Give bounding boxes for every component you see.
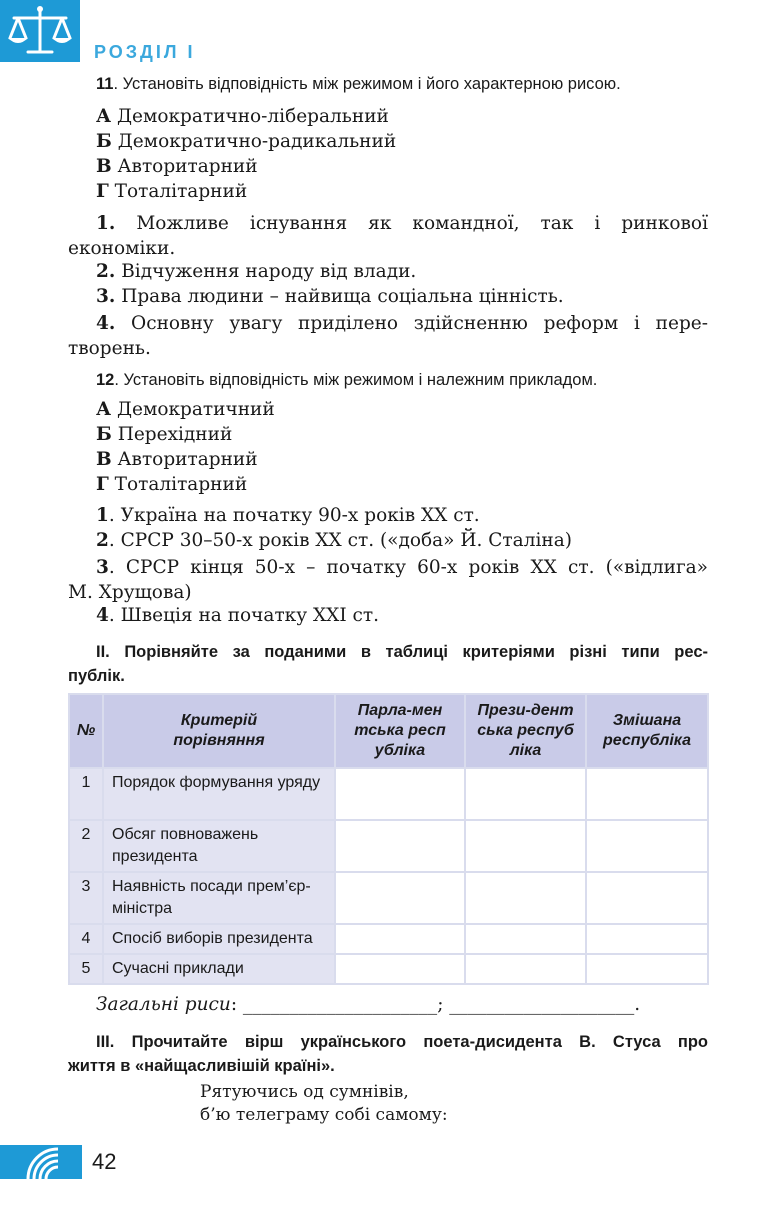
option-letter: В <box>96 449 112 470</box>
general-features-line <box>96 994 640 1015</box>
answer-text: . СРСР 30–50-х років XX ст. («доба» Й. Сталіна) <box>108 530 572 551</box>
page-badge <box>0 1145 82 1179</box>
cell-presidential[interactable] <box>465 954 586 984</box>
table-header-row <box>69 694 708 768</box>
answer-number: 1 <box>96 505 109 526</box>
option-letter: Б <box>96 131 112 152</box>
answer-number: 4. <box>96 313 116 334</box>
option-text: Демократично-ліберальний <box>111 106 389 127</box>
task-12-question <box>96 371 597 390</box>
cell-presidential[interactable] <box>465 924 586 954</box>
general-separator: ; <box>437 994 444 1015</box>
cell-mixed[interactable] <box>586 924 708 954</box>
cell-parliamentary[interactable] <box>335 872 465 924</box>
cell-presidential[interactable] <box>465 820 586 872</box>
option-letter: А <box>96 106 112 127</box>
cell-presidential[interactable] <box>465 872 586 924</box>
option-letter: В <box>96 156 112 177</box>
row-number: 5 <box>69 954 103 984</box>
option-text: Перехідний <box>111 424 233 445</box>
option-b <box>96 131 396 152</box>
row-number: 4 <box>69 924 103 954</box>
option-v <box>96 156 258 177</box>
option-v <box>96 449 258 470</box>
answer-text: Можливе існування як командної, так і ринкової <box>115 213 708 234</box>
answer-2 <box>96 261 416 282</box>
example-1 <box>96 505 480 526</box>
row-criterion: Наявність посади прем’єр-міністра <box>103 872 335 924</box>
general-label: Загальні риси <box>96 994 231 1015</box>
table-row <box>69 954 708 984</box>
poem-line: б’ю телеграму собі самому: <box>200 1105 448 1125</box>
page-number: 42 <box>92 1149 117 1174</box>
cell-mixed[interactable] <box>586 768 708 820</box>
cell-parliamentary[interactable] <box>335 924 465 954</box>
table-row <box>69 820 708 872</box>
task-2-line1: ІІ. Порівняйте за поданими в таблиці критеріями різні типи рес- <box>96 643 708 661</box>
option-text: Тоталітарний <box>108 474 248 495</box>
example-3 <box>68 555 708 605</box>
option-letter: Б <box>96 424 112 445</box>
answer-number: 3 <box>96 557 109 578</box>
task-3-line1: ІІІ. Прочитайте вірш українського поета-дисидента В. Стуса про <box>96 1033 708 1051</box>
cell-mixed[interactable] <box>586 872 708 924</box>
task-2-heading <box>68 640 708 688</box>
option-text: Авторитарний <box>111 156 258 177</box>
question-text: . Установіть відповідність між режимом і його характерною рисою. <box>113 75 621 93</box>
row-number: 2 <box>69 820 103 872</box>
header-criterion <box>103 694 335 768</box>
general-blank-2[interactable]: ____________________. <box>443 994 641 1015</box>
cell-parliamentary[interactable] <box>335 954 465 984</box>
answer-number: 1. <box>96 213 116 234</box>
task-3-heading <box>68 1030 708 1078</box>
header-presidential <box>465 694 586 768</box>
option-b <box>96 424 232 445</box>
row-criterion: Сучасні приклади <box>103 954 335 984</box>
cell-parliamentary[interactable] <box>335 820 465 872</box>
task-number: 11 <box>96 75 114 93</box>
option-text: Авторитарний <box>111 449 258 470</box>
task-3-line2: життя в «найщасливішій країні». <box>68 1057 335 1075</box>
poem-line: Рятуючись од сумнівів, <box>200 1082 409 1102</box>
answer-text: Права людини – найвища соціальна цінність. <box>115 286 564 307</box>
answer-continuation: економіки. <box>68 238 176 259</box>
cell-mixed[interactable] <box>586 954 708 984</box>
header-presidential-text: Прези-дентська республіка <box>477 702 574 759</box>
option-a <box>96 399 275 420</box>
answer-line <box>68 211 708 236</box>
section-corner-badge <box>0 0 80 62</box>
answer-text: . Швеція на початку XXI ст. <box>108 605 380 626</box>
answer-1 <box>68 211 708 261</box>
table-row <box>69 768 708 820</box>
answer-text: . СРСР кінця 50-х – початку 60-х років XX ст. («відлига» <box>108 557 708 578</box>
option-text: Демократичний <box>111 399 275 420</box>
cell-presidential[interactable] <box>465 768 586 820</box>
option-a <box>96 106 389 127</box>
option-h <box>96 474 247 495</box>
table-row <box>69 924 708 954</box>
header-parliamentary-text: Парла-ментська республіка <box>354 702 446 759</box>
question-text: . Установіть відповідність між режимом і належним прикладом. <box>114 371 598 389</box>
header-num: № <box>69 694 103 768</box>
row-number: 3 <box>69 872 103 924</box>
option-text: Демократично-радикальний <box>111 131 397 152</box>
row-number: 1 <box>69 768 103 820</box>
answer-text: Основну увагу приділено здійсненню реформ і пере- <box>115 313 708 334</box>
answer-continuation: творень. <box>68 338 151 359</box>
general-blank-1[interactable]: _____________________ <box>237 994 438 1015</box>
cell-parliamentary[interactable] <box>335 768 465 820</box>
answer-3 <box>96 286 564 307</box>
header-mixed <box>586 694 708 768</box>
answer-continuation: М. Хрущова) <box>68 582 192 603</box>
answer-line <box>68 311 708 336</box>
cell-mixed[interactable] <box>586 820 708 872</box>
option-letter: Г <box>96 181 109 202</box>
answer-number: 2. <box>96 261 116 282</box>
example-4 <box>96 605 379 626</box>
answer-text: . Україна на початку 90-х років XX ст. <box>108 505 480 526</box>
answer-text: Відчуження народу від влади. <box>115 261 417 282</box>
example-2 <box>96 530 572 551</box>
table-row <box>69 872 708 924</box>
scales-icon <box>0 0 80 62</box>
answer-number: 4 <box>96 605 109 626</box>
section-title: РОЗДІЛ І <box>94 42 196 62</box>
answer-4 <box>68 311 708 361</box>
option-text: Тоталітарний <box>108 181 248 202</box>
task-number: 12 <box>96 371 115 389</box>
header-parliamentary <box>335 694 465 768</box>
row-criterion: Порядок формування уряду <box>103 768 335 820</box>
general-colon: : <box>230 994 238 1015</box>
row-criterion: Спосіб виборів президента <box>103 924 335 954</box>
option-letter: Г <box>96 474 109 495</box>
option-letter: А <box>96 399 112 420</box>
answer-number: 2 <box>96 530 109 551</box>
comparison-table <box>68 693 709 985</box>
row-criterion: Обсяг повноважень президента <box>103 820 335 872</box>
header-criterion-text: Критерій порівняння <box>173 712 265 749</box>
header-mixed-text: Змішана республіка <box>603 712 691 749</box>
signal-arcs-icon <box>0 1145 82 1179</box>
answer-line <box>68 555 708 580</box>
option-h <box>96 181 247 202</box>
answer-number: 3. <box>96 286 116 307</box>
task-11-question <box>96 75 621 94</box>
task-2-line2: публік. <box>68 667 125 685</box>
